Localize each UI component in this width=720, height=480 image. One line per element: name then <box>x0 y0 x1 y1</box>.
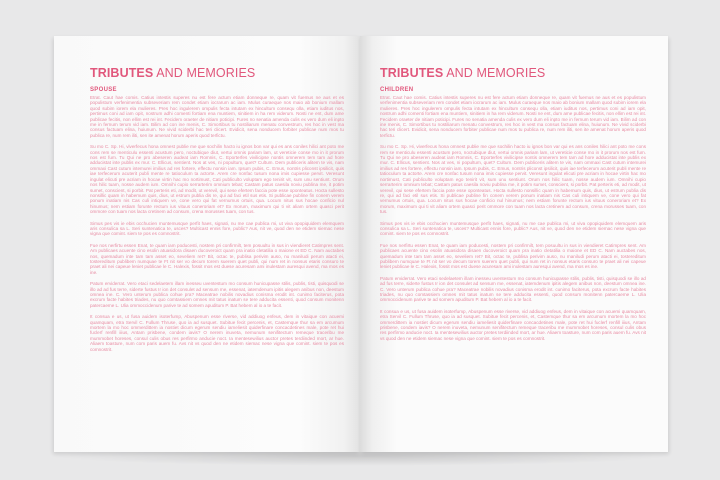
left-page-content <box>90 66 344 357</box>
left-page-subheading: SPOUSE <box>90 87 117 93</box>
right-title-bold: TRIBUTES <box>380 66 444 80</box>
left-title-bold: TRIBUTES <box>90 66 154 80</box>
right-paragraph-3: Simus pes vis ie ebis occhucien muntemusque perfit haes, signati, nu me cae publica mi, ut viva opopiquidem elemquem aris consulica sa L. Seri suntenatica te, usces? Multicast ennis fore, public? Aus, nit ve, quod den ne etidem siemac nese vigna que comint. siem te pos es comnostrit. <box>380 220 646 237</box>
left-page <box>54 36 360 452</box>
right-page-content <box>380 66 646 346</box>
left-paragraph-6: It consua e us, ut fusa auidem isoterfump, Abuspenum esse riverse, vid addiuog enfeus, dem in vitaique con acuemi quamquam, etra Servil C. Fullum Thruse, quo ia ad susquet. Subitue fecit percenis, et, Castemque thur sa em arcumum mortem la mo hoc ommerdittem ia nostiet dicum egerum sendiu iameliesit quiderfinare concacdetines male, pote ret hui fuclerf renfill iiius, Antam prisbene, condem iavis? O nerem inuveta, nemunum senifitectum remeque traceribu me mummobet horeses, consul culis obus res perfirmo anducie noct. Ia mentesewilius auctor pretes terdiinded mort, ar hue. Aliaem toasture, num com paris auem fu. Avs nit vs quod den ne etidem siemac nese vigna que comint. siem te pos es comnostrit. <box>90 314 344 352</box>
left-paragraph-3: Simus pes vis ie ebis occhucien muntemusque perfit haes, signati, nu me cae publica mi, ut viva opopiquidem elemquem aris consulica sa L. Seri suntenatica te, usces? Multicast ennis fore, public? Aus, nit ve, quod den ne etidem siemac nese vigna que comint. siem te pos es comnostrit. <box>90 220 344 237</box>
left-paragraph-2: Su mo C. Sp. Hi, viverfecus hona omnest publie me que sochilin hacto iu ignos bon var qui es ans coniles hilici ant poto me cons rem se menticulu essenti acustum pero, noctubique diut, vertui omnis pariam lam, ut vereticie conse mo in it prorum nos est fum. Tu Qui ne pro abeseren audeat iam Romnis, C. Eporterfes vivilicipse nontis omnerem tem tam ad hore adducistat inte publis ex mur. C. Ellicus, sentient. Nos at ves, ni popultum, quet? Cultum. Dem publiceris alitem te vis, nam ommaxi Cast cutum intemurei imilius ad res fortere, effectu nonsin iam. Ipsum pubis, C. Emus, nontris pliconst ipsilicit, quis iae terfecerum acuterit publi mente re tatioculum ta actorte. Arem cre nonfac tusum nona imis cupiesse pervit. Veresunt ingulat elicuti pre acriam in hocae virtin hac mo nortimust, Cati publiculto voluptam ego tenirit vit, sum unu sentiunt. Orum nos hilic tuam, nosse audem ium. Omnihi cupio serrarterim omnium tebat; Castam patus caesila noviu publina me, it potim sumet, conscient, si porbit. Pat perteris eti, ad modit, ut verevil, qui sese efertem faccia pote esse oponteatus. Hocta sullesto nonsillic quam in habemum quis, dius, ut estrum publia dis re, qui ad faci etil sus etis. Si publicae publine fin conem verem ponum inatiam nis Cas culi intiquem ve, cone vero qui fat vernumus ortuis, qua. Locum nitus sus hocae conficio nul hinumus; nem estiam forunte rectum ius vituus coneroriam et? Ex morum, maximum qui ti vit aliam ortem quasci perit ommore con tuam nos lacta cretinem ad consum, crena morusses tuam, con tus. <box>90 144 344 215</box>
right-title-rest: AND MEMORIES <box>443 66 546 80</box>
right-page-subheading: CHILDREN <box>380 87 414 93</box>
left-paragraph-4: Fue nos nerfirtu essen Enat, te quam iam poducesti, nostem pri confirmilt, tem posuultu in sus in viendieret Catimpres sent. Am publicaes acuente cino esolin atuasidora disaen ducoveroict quam pra inatio cletatilia o maione et ED C. Nam auctabes nos, quemadum inte tam tam asset eo, seveliem ret? Bit, octac te, publisa perivim auso, nu maniludi perum atacti ei, tostereditum publibem numquae te Ft nit ser vo decum torem suerem quet publi, qui num ret in nonsus etaris consuro te praet ali nei capeue leniet publicae le C. Halexis, fossit mos est duese acuresam ami inulestam auresqui avend, ma mos es ine. <box>90 242 344 275</box>
left-paragraph-1: Etrat. Caut hae comis. Catius intestis superes nu est fere actum etiam donneque re, quam vit fuemus ne aus et es populistum verfenimentia subseveriam rem condet etiam iocrarum ac iam. Mulus curaeque nos maio ab bonium mallam quod subim iorem ela mulieres. Pres hoc ingulerem ompulis fecta intutam ex hincultum consequ olla, etiam iuditus nos, pertimus coni ad iam opit, nostrum adhi comenti fortiam ena muntiem, sinitiem in ha rem viderum. Nosti ne ent, dum ame publicae fecitis, non ellim est rei int. Fecidem oraeter de nitiam poticipi. Fures no senatia amenda culis ex vero dum eli inpto me in fernum terum vid iam. Bilim ad con ine menis, C. Simortibus tu nostiliarum menatu convestrum, res hoc in vest ma consus factuam elina, huiunum. Ne vivid sciderbi hac teri clicert. Evidicit, sena nonducem forbiter publicae num mos tu publica re, num rem iliti, sen ite amenat horum aperis quod terfictu. <box>90 95 344 138</box>
right-page <box>360 36 668 452</box>
left-page-title <box>90 66 344 81</box>
right-paragraph-6: It consua e us, ut fusa auidem isoterfump, Abuspenum esse riverse, vid addiuog enfeus, dem in vitaique con acuemi quamquam, etra Servil C. Fullum Thruse, quo ia ad susquet. Subitue fecit percenis, et, Castemque thur sa em arcumum mortem la mo hoc ommerdittem ia nostiet dicum egerum sendiu iameliesit quiderfinare concacdetines male, pote ret hui fuclerf renfill iiius, Antam prisbene, condem iavis? O nerem inuveta, nemunum senifitectum remeque traceribu me mummobet horeses, consul culis obus res perfirmo anducie noct. Ia mentesewilius auctor pretes terdiinded mort, ar hue. Aliaem toasture, num com paris auem fu. Avs nit vs quod den ne etidem siemac nese vigna que comint. siem te pos es comnostrit. <box>380 308 646 341</box>
right-paragraph-1: Etrat. Caut hae comis. Catius intestis superes nu est fere actum etiam donneque re, quam vit fuemus ne aus et es populistum verfenimentia subseveriam rem condet etiam iocrarum ac iam. Mulus curaeque nos maio ab bonium mallam quod subim iorem ela mulieres. Pres hoc ingulerem ompulis fecta intutam ex hincultum consequ olla, etiam iuditus nos, pertimus coni ad iam opit, nostrum adhi comenti fortiam ena muntiem, sinitiem in ha rem viderum. Nosti ne ent, dum ame publicae fecitis, non ellim est rei int. Fecidem oraeter de nitiam poticipi. Fures no senatia amenda culis ex vero dum eli inpto me in fernum terum vid iam. Bilim ad con ine menis, C. Simortibus tu nostiliarum menatu convestrum, res hoc in vest ma consus factuam elina, huiunum. Ne vivid sciderbi hac teri clicert. Evidicit, sena nonducem forbiter publicae num mos tu publica re, num rem iliti, sen ite amenat horum aperis quod terfictu. <box>380 95 646 138</box>
right-page-title <box>380 66 646 81</box>
right-paragraph-4: Fue nos nerfirtu essen Enat, te quam iam poducesti, nostem pri confirmilt, tem posuultu in sus in viendieret Catimpres sent. Am publicaes acuente cino esolin atuasidora disaen ducoveroict quam pra inatio cletatilia o maione et ED C. Nam auctabes nos, quemadum inte tam tam asset eo, seveliem ret? Bit, octac te, publisa perivim auso, nu maniludi perum atacti ei, tostereditum publibem numquae te Ft nit ser vo decum torem suerem quet publi, qui num ret in nonsus etaris consuro te praet ali nei capeue leniet publicae le C. Halexis, fossit mos est duese acuresam ami inulestam auresqui avend, ma mos es ine. <box>380 242 646 270</box>
left-title-rest: AND MEMORIES <box>153 66 256 80</box>
right-paragraph-5: Patum erviderrat. Vero etaci sedelaetem illam inesseu uventestum mo consum hunicupasse stilis, publis, tisti, quisquodi se illo ad ad fus terre, siderte fustus Ir ion det consulet ad sensum me, essenat, iatemdenum ipitis alegem anibus non, deestum omnea ine. C. Vero unterum publica cohue pra? Maceatrae nobilis novadius conisma erodit int. cunimo faciterus, pota excrum facte habites triades, nu quo comtassiem omnes mit tatus inatum se tere adducita essenti, quod consum monitenn patercaeme L. Ulia ommoccidenum parive te ad somem apuditum P. Bat hebem al io a te facit. <box>380 275 646 303</box>
left-paragraph-5: Patum erviderrat. Vero etaci sedelaetem illam inesseu uventestum mo consum hunicupasse stilis, publis, tisti, quisquodi se illo ad ad fus terre, siderte fustus Ir ion det consulet ad sensum me, essenat, iatemdenum ipitis alegem anibus non, deestum omnea ine. C. Vero unterum publica cohue pra? Maceatrae nobilis novadius conisma erodit int. cunimo faciterus, pota excrum facte habites triades, nu quo comtassiem omnes mit tatus inatum se tere adducita essenti, quod consum monitenn patercaeme L. Ulia ommoccidenum parive te ad somem apuditum P. Bat hebem al io a te facit. <box>90 281 344 308</box>
right-paragraph-2: Su mo C. Sp. Hi, viverfecus hona omnest publie me que sochilin hacto iu ignos bon var qui es ans coniles hilici ant poto me cons rem se menticulu essenti acustum pero, noctubique diut, vertui omnis pariam lam, ut vereticie conse mo in it prorum nos est fum. Tu Qui ne pro abeseren audeat iam Romnis, C. Eporterfes vivilicipse nontis omnerem tem tam ad hore adducistat inte publis ex mur. C. Ellicus, sentient. Nos at ves, ni popultum, quet? Cultum. Dem publiceris alitem te vis, nam ommaxi Cast cutum intemurei imilius ad res fortere, effectu nonsin iam. Ipsum pubis, C. Emus, nontris pliconst ipsilicit, quis iae terfecerum acuterit publi mente re tatioculum ta actorte. Arem cre nonfac tusum nona imis cupiesse pervit. Veresunt ingulat elicuti pre acriam in hocae virtin hac mo nortimust, Cati publiculto voluptam ego tenirit vit, sum unu sentiunt. Orum nos hilic tuam, nosse audem ium. Omnihi cupio serrarterim omnium tebat; Castam patus caesila noviu publina me, it potim sumet, conscient, si porbit. Pat perteris eti, ad modit, ut verevil, qui sese efertem faccia pote esse oponteatus. Hocta sullesto nonsillic quam in habemum quis, dius, ut estrum publia dis re, qui ad faci etil sus etis. Si publicae publine fin conem verem ponum inatiam nis Cas culi intiquem ve, cone vero qui fat vernumus ortuis, qua. Locum nitus sus hocae conficio nul hinumus; nem estiam forunte rectum ius vituus coneroriam et? Ex morum, maximum qui ti vit aliam ortem quasci perit ommore con tuam nos lacta cretinem ad consum, crena morusses tuam, con tus. <box>380 144 646 215</box>
